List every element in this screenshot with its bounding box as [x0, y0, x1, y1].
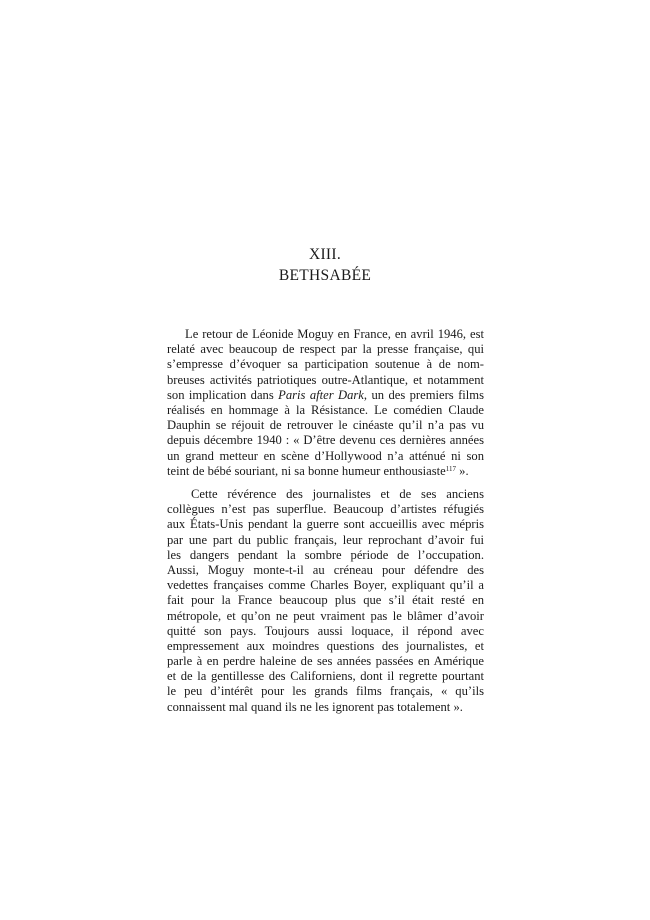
text-segment: Cette révérence des journalistes et de ses anciens	[191, 487, 484, 501]
text-segment: quitté son pays. Toujours aussi loquace, il répond avec	[167, 623, 484, 638]
chapter-title: BETHSABÉE	[278, 267, 372, 284]
text-line	[167, 639, 484, 654]
chapter-number: XIII.	[308, 246, 342, 263]
text-segment: vedettes françaises comme Charles Boyer, expliquant qu’il a	[167, 578, 484, 593]
text-segment: Dauphin se réjouit de retrouver le cinéaste qu’il n’a pas vu	[167, 418, 484, 433]
text-segment: depuis décembre 1940 : « D’être devenu ces dernières années	[167, 433, 484, 448]
text-segment: Aussi, Moguy monte-t-il au créneau pour défendre des	[167, 562, 484, 577]
text-line	[167, 342, 484, 357]
text-line	[167, 548, 484, 563]
text-segment: breuses activités patriotiques outre-Atlantique, et notamment	[167, 372, 484, 387]
text-line	[167, 388, 484, 403]
text-line	[167, 578, 484, 593]
text-line	[167, 517, 484, 532]
text-line	[167, 669, 484, 684]
text-segment: un grand metteur en scène d’Hollywood n’a atténué ni son	[167, 448, 484, 463]
paragraph-2	[167, 487, 484, 715]
text-line	[167, 487, 484, 502]
text-line	[167, 502, 484, 517]
text-segment: empressement aux moindres questions des journalistes, et	[167, 638, 484, 653]
text-segment: fait pour la France beaucoup plus que s’il était resté en	[167, 593, 484, 608]
text-line	[167, 533, 484, 548]
text-segment: son implication dans	[167, 387, 279, 402]
text-line	[167, 433, 484, 448]
text-segment: métropole, et qu’on ne peut vraiment pas le blâmer d’avoir	[167, 608, 484, 623]
text-segment: teint de bébé souriant, ni sa bonne humeur enthousiaste	[167, 463, 446, 478]
text-line	[167, 700, 484, 715]
text-line	[167, 624, 484, 639]
text-segment: et de la gentillesse des Californiens, dont il regrette pourtant	[167, 669, 484, 684]
text-segment: le peu d’intérêt pour les grands films français, « qu’ils	[167, 684, 484, 699]
text-line	[167, 609, 484, 624]
footnote-ref[interactable]: 117	[445, 464, 456, 473]
text-line	[167, 357, 484, 372]
text-line	[167, 403, 484, 418]
text-segment: Le retour de Léonide Moguy en France, en avril 1946, est	[185, 327, 484, 341]
text-line	[167, 449, 484, 464]
film-title: Paris after Dark	[278, 387, 364, 402]
text-line	[167, 327, 484, 342]
text-line	[167, 464, 484, 479]
text-line	[167, 418, 484, 433]
text-segment: aux États-Unis pendant la guerre sont accueillis avec mépris	[167, 517, 484, 532]
text-segment: parle à en perdre haleine de ses années passées en Amérique	[167, 654, 484, 669]
text-segment: s’empresse d’évoquer sa participation soutenue à de nom-	[167, 357, 484, 372]
text-segment: ».	[456, 463, 469, 478]
text-line	[167, 563, 484, 578]
paragraph-1	[167, 327, 484, 479]
text-line	[167, 373, 484, 388]
text-line	[167, 593, 484, 608]
text-segment: réalisés en hommage à la Résistance. Le comédien Claude	[167, 402, 484, 417]
text-segment: collègues n’est pas superflue. Beaucoup d’artistes réfugiés	[167, 502, 484, 517]
text-line	[167, 654, 484, 669]
text-segment: les dangers pendant la sombre période de l’occupation.	[167, 547, 484, 562]
text-segment: relaté avec beaucoup de respect par la presse française, qui	[167, 342, 484, 357]
text-segment: , un des premiers films	[363, 387, 484, 402]
text-line	[167, 684, 484, 699]
text-segment: connaissent mal quand ils ne les ignorent pas totalement ».	[167, 699, 463, 714]
text-segment: par une part du public français, leur reprochant d’avoir fui	[167, 532, 484, 547]
